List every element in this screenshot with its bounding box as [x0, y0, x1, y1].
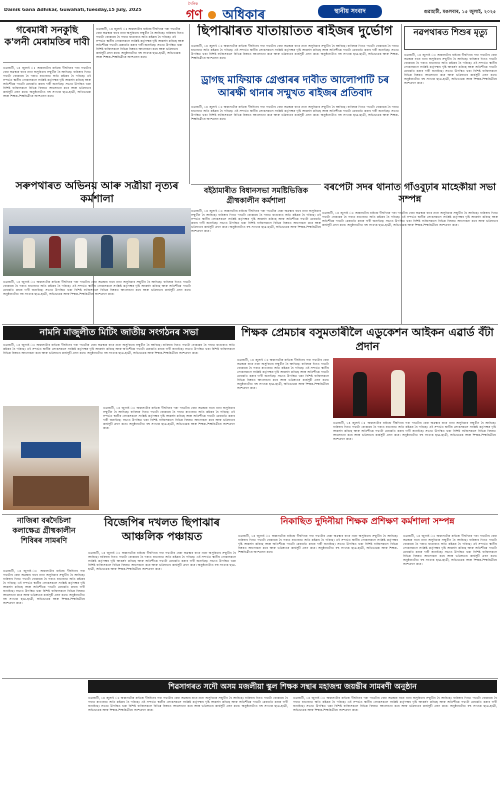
body-teacher-training-col2: গুৱাহাটী, ১৪ জুলাই ঃ অঞ্চলটোৰ ৰাইজে দীৰ্ঘদিনৰ পৰা পথটোৰ বেয়া অৱস্থাৰ বাবে নানা অসুবিধাৰ সন্মুখীন হৈ আহিছে। বাৰিষাৰ দিনত পথটো বোকাময় হৈ পৰাত যাতায়াত অতি কষ্টকৰ হৈ পৰিছে। এই সন্দৰ্ভত স্থানীয় লোকসকলে সংশ্লিষ্ট কৰ্তৃপক্ষৰ দৃষ্টি আকৰ্ষণ কৰিছে আৰু অতিশীঘ্ৰে পথটো মেৰামতি কৰাৰ দাবী জনাইছে। সভাত উপস্থিত থকা বিশিষ্ট ব্যক্তিসকলে বিভিন্ন বিষয়ত আলোচনা কৰে আৰু ভৱিষ্যতৰ কাৰ্যসূচী গ্ৰহণ কৰে। অনুষ্ঠানটোত বহু সংখ্যক ছাত্ৰ-ছাত্ৰী, অভিভাৱক আৰু শিক্ষক-শিক্ষয়িত্ৰীয়ে অংশগ্ৰহণ কৰে।	[403, 534, 497, 566]
headline-acting-workshop: সৰুপথাৰত অভিনয় আৰু সত্ৰীয়া নৃত্যৰ কৰ্মশালা	[15, 180, 179, 205]
story-acting-workshop	[3, 180, 191, 320]
story-colony-repair	[3, 25, 91, 177]
masthead-tagline: দৈনিক	[188, 1, 199, 6]
story-summer-workshop	[191, 184, 321, 322]
story-drug-protest	[191, 74, 399, 184]
body-gaonbura-meeting: গুৱাহাটী, ১৪ জুলাই ঃ অঞ্চলটোৰ ৰাইজে দীৰ্ঘদিনৰ পৰা পথটোৰ বেয়া অৱস্থাৰ বাবে নানা অসুবিধাৰ সন্মুখীন হৈ আহিছে। বাৰিষাৰ দিনত পথটো বোকাময় হৈ পৰাত যাতায়াত অতি কষ্টকৰ হৈ পৰিছে। এই সন্দৰ্ভত স্থানীয় লোকসকলে সংশ্লিষ্ট কৰ্তৃপক্ষৰ দৃষ্টি আকৰ্ষণ কৰিছে আৰু অতিশীঘ্ৰে পথটো মেৰামতি কৰাৰ দাবী জনাইছে। সভাত উপস্থিত থকা বিশিষ্ট ব্যক্তিসকলে বিভিন্ন বিষয়ত আলোচনা কৰে আৰু ভৱিষ্যতৰ কাৰ্যসূচী গ্ৰহণ কৰে। অনুষ্ঠানটোত বহু সংখ্যক ছাত্ৰ-ছাত্ৰী, অভিভাৱক আৰু শিক্ষক-শিক্ষয়িত্ৰীয়ে অংশগ্ৰহণ কৰে।	[322, 211, 498, 227]
award-photo	[333, 358, 496, 418]
story-teacher-training	[238, 516, 497, 676]
story-nazira-camp	[3, 516, 85, 776]
body-teacher-training: গুৱাহাটী, ১৪ জুলাই ঃ অঞ্চলটোৰ ৰাইজে দীৰ্ঘদিনৰ পৰা পথটোৰ বেয়া অৱস্থাৰ বাবে নানা অসুবিধাৰ সন্মুখীন হৈ আহিছে। বাৰিষাৰ দিনত পথটো বোকাময় হৈ পৰাত যাতায়াত অতি কষ্টকৰ হৈ পৰিছে। এই সন্দৰ্ভত স্থানীয় লোকসকলে সংশ্লিষ্ট কৰ্তৃপক্ষৰ দৃষ্টি আকৰ্ষণ কৰিছে আৰু অতিশীঘ্ৰে পথটো মেৰামতি কৰাৰ দাবী জনাইছে। সভাত উপস্থিত থকা বিশিষ্ট ব্যক্তিসকলে বিভিন্ন বিষয়ত আলোচনা কৰে আৰু ভৱিষ্যতৰ কাৰ্যসূচী গ্ৰহণ কৰে। অনুষ্ঠানটোত বহু সংখ্যক ছাত্ৰ-ছাত্ৰী, অভিভাৱক আৰু শিক্ষক-শিক্ষয়িত্ৰীয়ে অংশগ্ৰহণ কৰে।	[238, 534, 398, 554]
masthead-section-label	[318, 5, 382, 18]
story-majuli-meeting	[3, 326, 235, 512]
headline-bjp-panchayat: বিজেপিৰ দখলত ছিপাঝাৰ আঞ্চলিক পঞ্চায়ত	[104, 516, 220, 543]
masthead-left-info: Dainik Gana Adhikar, Guwahati,Tuesday,15 July, 2025	[4, 8, 142, 13]
story-sivasagar-teachers	[88, 680, 497, 792]
story-gaonbura-meeting	[322, 182, 498, 322]
body-child-death: গুৱাহাটী, ১৪ জুলাই ঃ অঞ্চলটোৰ ৰাইজে দীৰ্ঘদিনৰ পৰা পথটোৰ বেয়া অৱস্থাৰ বাবে নানা অসুবিধাৰ সন্মুখীন হৈ আহিছে। বাৰিষাৰ দিনত পথটো বোকাময় হৈ পৰাত যাতায়াত অতি কষ্টকৰ হৈ পৰিছে। এই সন্দৰ্ভত স্থানীয় লোকসকলে সংশ্লিষ্ট কৰ্তৃপক্ষৰ দৃষ্টি আকৰ্ষণ কৰিছে আৰু অতিশীঘ্ৰে পথটো মেৰামতি কৰাৰ দাবী জনাইছে। সভাত উপস্থিত থকা বিশিষ্ট ব্যক্তিসকলে বিভিন্ন বিষয়ত আলোচনা কৰে আৰু ভৱিষ্যতৰ কাৰ্যসূচী গ্ৰহণ কৰে। অনুষ্ঠানটোত বহু সংখ্যক ছাত্ৰ-ছাত্ৰী, অভিভাৱক আৰু শিক্ষক-শিক্ষয়িত্ৰীয়ে অংশগ্ৰহণ কৰে।	[404, 53, 497, 85]
body-drug-protest: গুৱাহাটী, ১৪ জুলাই ঃ অঞ্চলটোৰ ৰাইজে দীৰ্ঘদিনৰ পৰা পথটোৰ বেয়া অৱস্থাৰ বাবে নানা অসুবিধাৰ সন্মুখীন হৈ আহিছে। বাৰিষাৰ দিনত পথটো বোকাময় হৈ পৰাত যাতায়াত অতি কষ্টকৰ হৈ পৰিছে। এই সন্দৰ্ভত স্থানীয় লোকসকলে সংশ্লিষ্ট কৰ্তৃপক্ষৰ দৃষ্টি আকৰ্ষণ কৰিছে আৰু অতিশীঘ্ৰে পথটো মেৰামতি কৰাৰ দাবী জনাইছে। সভাত উপস্থিত থকা বিশিষ্ট ব্যক্তিসকলে বিভিন্ন বিষয়ত আলোচনা কৰে আৰু ভৱিষ্যতৰ কাৰ্যসূচী গ্ৰহণ কৰে। অনুষ্ঠানটোত বহু সংখ্যক ছাত্ৰ-ছাত্ৰী, অভিভাৱক আৰু শিক্ষক-শিক্ষয়িত্ৰীয়ে অংশগ্ৰহণ কৰে।	[191, 105, 399, 121]
headline-gaonbura-meeting: বৰপেটা সদৰ থানাত গাঁওবুঢ়াৰ মাহেকীয়া সভা সম্পন্ন	[324, 182, 496, 205]
body-sivasagar-teachers: গুৱাহাটী, ১৪ জুলাই ঃ অঞ্চলটোৰ ৰাইজে দীৰ্ঘদিনৰ পৰা পথটোৰ বেয়া অৱস্থাৰ বাবে নানা অসুবিধাৰ সন্মুখীন হৈ আহিছে। বাৰিষাৰ দিনত পথটো বোকাময় হৈ পৰাত যাতায়াত অতি কষ্টকৰ হৈ পৰিছে। এই সন্দৰ্ভত স্থানীয় লোকসকলে সংশ্লিষ্ট কৰ্তৃপক্ষৰ দৃষ্টি আকৰ্ষণ কৰিছে আৰু অতিশীঘ্ৰে পথটো মেৰামতি কৰাৰ দাবী জনাইছে। সভাত উপস্থিত থকা বিশিষ্ট ব্যক্তিসকলে বিভিন্ন বিষয়ত আলোচনা কৰে আৰু ভৱিষ্যতৰ কাৰ্যসূচী গ্ৰহণ কৰে। অনুষ্ঠানটোত বহু সংখ্যক ছাত্ৰ-ছাত্ৰী, অভিভাৱক আৰু শিক্ষক-শিক্ষয়িত্ৰীয়ে অংশগ্ৰহণ কৰে।	[88, 696, 288, 712]
body-nazira-camp: গুৱাহাটী, ১৪ জুলাই ঃ অঞ্চলটোৰ ৰাইজে দীৰ্ঘদিনৰ পৰা পথটোৰ বেয়া অৱস্থাৰ বাবে নানা অসুবিধাৰ সন্মুখীন হৈ আহিছে। বাৰিষাৰ দিনত পথটো বোকাময় হৈ পৰাত যাতায়াত অতি কষ্টকৰ হৈ পৰিছে। এই সন্দৰ্ভত স্থানীয় লোকসকলে সংশ্লিষ্ট কৰ্তৃপক্ষৰ দৃষ্টি আকৰ্ষণ কৰিছে আৰু অতিশীঘ্ৰে পথটো মেৰামতি কৰাৰ দাবী জনাইছে। সভাত উপস্থিত থকা বিশিষ্ট ব্যক্তিসকলে বিভিন্ন বিষয়ত আলোচনা কৰে আৰু ভৱিষ্যতৰ কাৰ্যসূচী গ্ৰহণ কৰে। অনুষ্ঠানটোত বহু সংখ্যক ছাত্ৰ-ছাত্ৰী, অভিভাৱক আৰু শিক্ষক-শিক্ষয়িত্ৰীয়ে অংশগ্ৰহণ কৰে।	[3, 569, 85, 605]
body-colony-repair-col2: গুৱাহাটী, ১৪ জুলাই ঃ অঞ্চলটোৰ ৰাইজে দীৰ্ঘদিনৰ পৰা পথটোৰ বেয়া অৱস্থাৰ বাবে নানা অসুবিধাৰ সন্মুখীন হৈ আহিছে। বাৰিষাৰ দিনত পথটো বোকাময় হৈ পৰাত যাতায়াত অতি কষ্টকৰ হৈ পৰিছে। এই সন্দৰ্ভত স্থানীয় লোকসকলে সংশ্লিষ্ট কৰ্তৃপক্ষৰ দৃষ্টি আকৰ্ষণ কৰিছে আৰু অতিশীঘ্ৰে পথটো মেৰামতি কৰাৰ দাবী জনাইছে। সভাত উপস্থিত থকা বিশিষ্ট ব্যক্তিসকলে বিভিন্ন বিষয়ত আলোচনা কৰে আৰু ভৱিষ্যতৰ কাৰ্যসূচী গ্ৰহণ কৰে। অনুষ্ঠানটোত বহু সংখ্যক ছাত্ৰ-ছাত্ৰী, অভিভাৱক আৰু শিক্ষক-শিক্ষয়িত্ৰীয়ে অংশগ্ৰহণ কৰে।	[96, 27, 185, 59]
headline-drug-protest: ড্ৰাগছ মাফিয়াক গ্ৰেপ্তাৰৰ দাবীত আলোপাটি চৰ আৰক্ষী থানাৰ সন্মুখত ৰাইজৰ প্ৰতিবাদ	[201, 75, 389, 99]
body-sipajhar-road: গুৱাহাটী, ১৪ জুলাই ঃ অঞ্চলটোৰ ৰাইজে দীৰ্ঘদিনৰ পৰা পথটোৰ বেয়া অৱস্থাৰ বাবে নানা অসুবিধাৰ সন্মুখীন হৈ আহিছে। বাৰিষাৰ দিনত পথটো বোকাময় হৈ পৰাত যাতায়াত অতি কষ্টকৰ হৈ পৰিছে। এই সন্দৰ্ভত স্থানীয় লোকসকলে সংশ্লিষ্ট কৰ্তৃপক্ষৰ দৃষ্টি আকৰ্ষণ কৰিছে আৰু অতিশীঘ্ৰে পথটো মেৰামতি কৰাৰ দাবী জনাইছে। সভাত উপস্থিত থকা বিশিষ্ট ব্যক্তিসকলে বিভিন্ন বিষয়ত আলোচনা কৰে আৰু ভৱিষ্যতৰ কাৰ্যসূচী গ্ৰহণ কৰে। অনুষ্ঠানটোত বহু সংখ্যক ছাত্ৰ-ছাত্ৰী, অভিভাৱক আৰু শিক্ষক-শিক্ষয়িত্ৰীয়ে অংশগ্ৰহণ কৰে।	[191, 44, 399, 60]
headline-education-award: শিক্ষক প্ৰেমচাৰ বসুমতাৰীলৈ এডুকেশন আইকন এৱাৰ্ড বঁটা প্ৰদান	[241, 326, 494, 353]
headline-nazira-camp: নাজিৰা বৰদৈচিলা কলাক্ষেত্ৰ গ্ৰীষ্মকালীন শিবিৰৰ সামৰণি	[12, 516, 76, 545]
headline-sipajhar-road: ছিপাঝাৰত যাতায়াতত ৰাইজৰ দুৰ্ভোগ	[197, 24, 393, 39]
masthead-title-left: গণ	[186, 8, 203, 20]
body-majuli-meeting-col2: গুৱাহাটী, ১৪ জুলাই ঃ অঞ্চলটোৰ ৰাইজে দীৰ্ঘদিনৰ পৰা পথটোৰ বেয়া অৱস্থাৰ বাবে নানা অসুবিধাৰ সন্মুখীন হৈ আহিছে। বাৰিষাৰ দিনত পথটো বোকাময় হৈ পৰাত যাতায়াত অতি কষ্টকৰ হৈ পৰিছে। এই সন্দৰ্ভত স্থানীয় লোকসকলে সংশ্লিষ্ট কৰ্তৃপক্ষৰ দৃষ্টি আকৰ্ষণ কৰিছে আৰু অতিশীঘ্ৰে পথটো মেৰামতি কৰাৰ দাবী জনাইছে। সভাত উপস্থিত থকা বিশিষ্ট ব্যক্তিসকলে বিভিন্ন বিষয়ত আলোচনা কৰে আৰু ভৱিষ্যতৰ কাৰ্যসূচী গ্ৰহণ কৰে। অনুষ্ঠানটোত বহু সংখ্যক ছাত্ৰ-ছাত্ৰী, অভিভাৱক আৰু শিক্ষক-শিক্ষয়িত্ৰীয়ে অংশগ্ৰহণ কৰে।	[103, 406, 235, 430]
body-sivasagar-teachers-col2: গুৱাহাটী, ১৪ জুলাই ঃ অঞ্চলটোৰ ৰাইজে দীৰ্ঘদিনৰ পৰা পথটোৰ বেয়া অৱস্থাৰ বাবে নানা অসুবিধাৰ সন্মুখীন হৈ আহিছে। বাৰিষাৰ দিনত পথটো বোকাময় হৈ পৰাত যাতায়াত অতি কষ্টকৰ হৈ পৰিছে। এই সন্দৰ্ভত স্থানীয় লোকসকলে সংশ্লিষ্ট কৰ্তৃপক্ষৰ দৃষ্টি আকৰ্ষণ কৰিছে আৰু অতিশীঘ্ৰে পথটো মেৰামতি কৰাৰ দাবী জনাইছে। সভাত উপস্থিত থকা বিশিষ্ট ব্যক্তিসকলে বিভিন্ন বিষয়ত আলোচনা কৰে আৰু ভৱিষ্যতৰ কাৰ্যসূচী গ্ৰহণ কৰে। অনুষ্ঠানটোত বহু সংখ্যক ছাত্ৰ-ছাত্ৰী, অভিভাৱক আৰু শিক্ষক-শিক্ষয়িত্ৰীয়ে অংশগ্ৰহণ কৰে।	[293, 696, 497, 712]
masthead-right-info: গুৱাহাটী, মঙলবাৰ, ১৫ জুলাই, ২০২৫	[423, 10, 496, 15]
body-bjp-panchayat: গুৱাহাটী, ১৪ জুলাই ঃ অঞ্চলটোৰ ৰাইজে দীৰ্ঘদিনৰ পৰা পথটোৰ বেয়া অৱস্থাৰ বাবে নানা অসুবিধাৰ সন্মুখীন হৈ আহিছে। বাৰিষাৰ দিনত পথটো বোকাময় হৈ পৰাত যাতায়াত অতি কষ্টকৰ হৈ পৰিছে। এই সন্দৰ্ভত স্থানীয় লোকসকলে সংশ্লিষ্ট কৰ্তৃপক্ষৰ দৃষ্টি আকৰ্ষণ কৰিছে আৰু অতিশীঘ্ৰে পথটো মেৰামতি কৰাৰ দাবী জনাইছে। সভাত উপস্থিত থকা বিশিষ্ট ব্যক্তিসকলে বিভিন্ন বিষয়ত আলোচনা কৰে আৰু ভৱিষ্যতৰ কাৰ্যসূচী গ্ৰহণ কৰে। অনুষ্ঠানটোত বহু সংখ্যক ছাত্ৰ-ছাত্ৰী, অভিভাৱক আৰু শিক্ষক-শিক্ষয়িত্ৰীয়ে অংশগ্ৰহণ কৰে।	[88, 551, 236, 571]
story-education-award	[237, 326, 498, 512]
headline-majuli-meeting: নামনি মাজুলীত মিটিং জাতীয় সংগঠনৰ সভা	[3, 326, 235, 340]
headline-summer-workshop: বইঠামাৰীত বিধানসভা সমষ্টিভিত্তিক গ্ৰীষ্মকালীন কৰ্মশালা	[191, 184, 321, 206]
body-summer-workshop: গুৱাহাটী, ১৪ জুলাই ঃ অঞ্চলটোৰ ৰাইজে দীৰ্ঘদিনৰ পৰা পথটোৰ বেয়া অৱস্থাৰ বাবে নানা অসুবিধাৰ সন্মুখীন হৈ আহিছে। বাৰিষাৰ দিনত পথটো বোকাময় হৈ পৰাত যাতায়াত অতি কষ্টকৰ হৈ পৰিছে। এই সন্দৰ্ভত স্থানীয় লোকসকলে সংশ্লিষ্ট কৰ্তৃপক্ষৰ দৃষ্টি আকৰ্ষণ কৰিছে আৰু অতিশীঘ্ৰে পথটো মেৰামতি কৰাৰ দাবী জনাইছে। সভাত উপস্থিত থকা বিশিষ্ট ব্যক্তিসকলে বিভিন্ন বিষয়ত আলোচনা কৰে আৰু ভৱিষ্যতৰ কাৰ্যসূচী গ্ৰহণ কৰে। অনুষ্ঠানটোত বহু সংখ্যক ছাত্ৰ-ছাত্ৰী, অভিভাৱক আৰু শিক্ষক-শিক্ষয়িত্ৰীয়ে অংশগ্ৰহণ কৰে।	[191, 209, 321, 233]
headline-sivasagar-teachers: শিৱসাগৰত সদৌ অসম মজলীয়া স্কুল শিক্ষক সন্থাৰ মহাজন্ম জয়ন্তীৰ সামৰণী অনুষ্ঠান	[88, 680, 497, 693]
masthead	[0, 0, 500, 22]
masthead-section-text: স্থানীয় সংবাদ	[334, 8, 366, 15]
headline-teacher-training: নিকাছিত দুদিনীয়া শিক্ষক প্ৰশিক্ষণ কৰ্মশালা সম্পন্ন	[280, 517, 455, 527]
masthead-title	[186, 4, 316, 20]
meeting-photo	[3, 406, 99, 510]
body-education-award: গুৱাহাটী, ১৪ জুলাই ঃ অঞ্চলটোৰ ৰাইজে দীৰ্ঘদিনৰ পৰা পথটোৰ বেয়া অৱস্থাৰ বাবে নানা অসুবিধাৰ সন্মুখীন হৈ আহিছে। বাৰিষাৰ দিনত পথটো বোকাময় হৈ পৰাত যাতায়াত অতি কষ্টকৰ হৈ পৰিছে। এই সন্দৰ্ভত স্থানীয় লোকসকলে সংশ্লিষ্ট কৰ্তৃপক্ষৰ দৃষ্টি আকৰ্ষণ কৰিছে আৰু অতিশীঘ্ৰে পথটো মেৰামতি কৰাৰ দাবী জনাইছে। সভাত উপস্থিত থকা বিশিষ্ট ব্যক্তিসকলে বিভিন্ন বিষয়ত আলোচনা কৰে আৰু ভৱিষ্যতৰ কাৰ্যসূচী গ্ৰহণ কৰে। অনুষ্ঠানটোত বহু সংখ্যক ছাত্ৰ-ছাত্ৰী, অভিভাৱক আৰু শিক্ষক-শিক্ষয়িত্ৰীয়ে অংশগ্ৰহণ কৰে।	[237, 358, 329, 390]
body-majuli-meeting: গুৱাহাটী, ১৪ জুলাই ঃ অঞ্চলটোৰ ৰাইজে দীৰ্ঘদিনৰ পৰা পথটোৰ বেয়া অৱস্থাৰ বাবে নানা অসুবিধাৰ সন্মুখীন হৈ আহিছে। বাৰিষাৰ দিনত পথটো বোকাময় হৈ পৰাত যাতায়াত অতি কষ্টকৰ হৈ পৰিছে। এই সন্দৰ্ভত স্থানীয় লোকসকলে সংশ্লিষ্ট কৰ্তৃপক্ষৰ দৃষ্টি আকৰ্ষণ কৰিছে আৰু অতিশীঘ্ৰে পথটো মেৰামতি কৰাৰ দাবী জনাইছে। সভাত উপস্থিত থকা বিশিষ্ট ব্যক্তিসকলে বিভিন্ন বিষয়ত আলোচনা কৰে আৰু ভৱিষ্যতৰ কাৰ্যসূচী গ্ৰহণ কৰে। অনুষ্ঠানটোত বহু সংখ্যক ছাত্ৰ-ছাত্ৰী, অভিভাৱক আৰু শিক্ষক-শিক্ষয়িত্ৰীয়ে অংশগ্ৰহণ কৰে।	[3, 343, 235, 355]
story-child-death	[404, 26, 497, 176]
story-bjp-panchayat	[88, 516, 236, 676]
story-sipajhar-road	[191, 24, 399, 74]
body-colony-repair: গুৱাহাটী, ১৪ জুলাই ঃ অঞ্চলটোৰ ৰাইজে দীৰ্ঘদিনৰ পৰা পথটোৰ বেয়া অৱস্থাৰ বাবে নানা অসুবিধাৰ সন্মুখীন হৈ আহিছে। বাৰিষাৰ দিনত পথটো বোকাময় হৈ পৰাত যাতায়াত অতি কষ্টকৰ হৈ পৰিছে। এই সন্দৰ্ভত স্থানীয় লোকসকলে সংশ্লিষ্ট কৰ্তৃপক্ষৰ দৃষ্টি আকৰ্ষণ কৰিছে আৰু অতিশীঘ্ৰে পথটো মেৰামতি কৰাৰ দাবী জনাইছে। সভাত উপস্থিত থকা বিশিষ্ট ব্যক্তিসকলে বিভিন্ন বিষয়ত আলোচনা কৰে আৰু ভৱিষ্যতৰ কাৰ্যসূচী গ্ৰহণ কৰে। অনুষ্ঠানটোত বহু সংখ্যক ছাত্ৰ-ছাত্ৰী, অভিভাৱক আৰু শিক্ষক-শিক্ষয়িত্ৰীয়ে অংশগ্ৰহণ কৰে।	[3, 66, 91, 98]
body-education-award-col2: গুৱাহাটী, ১৪ জুলাই ঃ অঞ্চলটোৰ ৰাইজে দীৰ্ঘদিনৰ পৰা পথটোৰ বেয়া অৱস্থাৰ বাবে নানা অসুবিধাৰ সন্মুখীন হৈ আহিছে। বাৰিষাৰ দিনত পথটো বোকাময় হৈ পৰাত যাতায়াত অতি কষ্টকৰ হৈ পৰিছে। এই সন্দৰ্ভত স্থানীয় লোকসকলে সংশ্লিষ্ট কৰ্তৃপক্ষৰ দৃষ্টি আকৰ্ষণ কৰিছে আৰু অতিশীঘ্ৰে পথটো মেৰামতি কৰাৰ দাবী জনাইছে। সভাত উপস্থিত থকা বিশিষ্ট ব্যক্তিসকলে বিভিন্ন বিষয়ত আলোচনা কৰে আৰু ভৱিষ্যতৰ কাৰ্যসূচী গ্ৰহণ কৰে। অনুষ্ঠানটোত বহু সংখ্যক ছাত্ৰ-ছাত্ৰী, অভিভাৱক আৰু শিক্ষক-শিক্ষয়িত্ৰীয়ে অংশগ্ৰহণ কৰে।	[333, 421, 496, 441]
workshop-photo	[3, 208, 191, 276]
headline-colony-repair: গৰেমাৰী সনকুছি ক'লনী মেৰামতিৰ দাবী	[3, 25, 91, 63]
masthead-title-right: অধিকাৰ	[222, 8, 266, 20]
headline-child-death: নৱপথাৰত শিশুৰ মৃত্যু	[404, 26, 497, 50]
body-acting-workshop: গুৱাহাটী, ১৪ জুলাই ঃ অঞ্চলটোৰ ৰাইজে দীৰ্ঘদিনৰ পৰা পথটোৰ বেয়া অৱস্থাৰ বাবে নানা অসুবিধাৰ সন্মুখীন হৈ আহিছে। বাৰিষাৰ দিনত পথটো বোকাময় হৈ পৰাত যাতায়াত অতি কষ্টকৰ হৈ পৰিছে। এই সন্দৰ্ভত স্থানীয় লোকসকলে সংশ্লিষ্ট কৰ্তৃপক্ষৰ দৃষ্টি আকৰ্ষণ কৰিছে আৰু অতিশীঘ্ৰে পথটো মেৰামতি কৰাৰ দাবী জনাইছে। সভাত উপস্থিত থকা বিশিষ্ট ব্যক্তিসকলে বিভিন্ন বিষয়ত আলোচনা কৰে আৰু ভৱিষ্যতৰ কাৰ্যসূচী গ্ৰহণ কৰে। অনুষ্ঠানটোত বহু সংখ্যক ছাত্ৰ-ছাত্ৰী, অভিভাৱক আৰু শিক্ষক-শিক্ষয়িত্ৰীয়ে অংশগ্ৰহণ কৰে।	[3, 280, 191, 296]
masthead-logo-icon	[208, 11, 216, 19]
